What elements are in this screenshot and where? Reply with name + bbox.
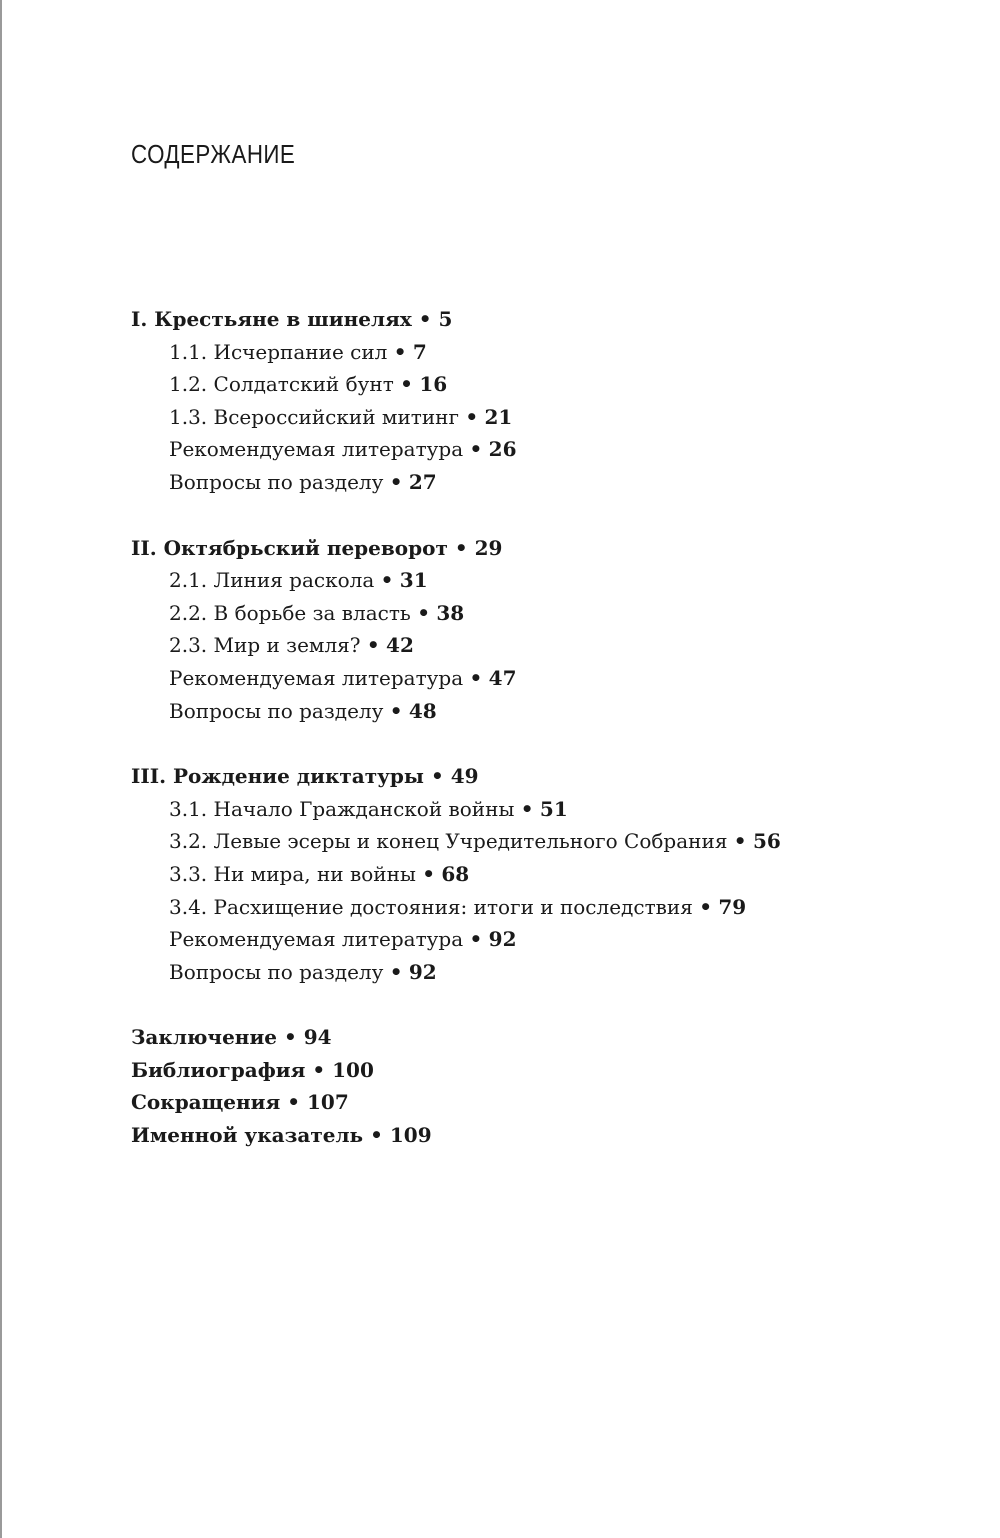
page-number: 5 — [438, 307, 453, 331]
toc-chapter[interactable] — [131, 532, 951, 565]
toc-section-2 — [131, 532, 951, 728]
separator-dot: • — [370, 1123, 383, 1148]
separator-dot: • — [520, 796, 534, 821]
separator-dot: • — [422, 861, 436, 886]
entry-title: Вопросы по разделу — [169, 469, 384, 494]
entry-title: Рекомендуемая литература — [169, 927, 464, 952]
page-number: 68 — [441, 861, 470, 886]
page-number: 7 — [412, 339, 427, 364]
page-number: 31 — [399, 568, 428, 593]
toc-end-entry[interactable] — [131, 1086, 951, 1119]
entry-title: Библиография — [131, 1057, 306, 1082]
page-number: 27 — [408, 469, 437, 494]
separator-dot: • — [417, 600, 430, 625]
toc-entry[interactable] — [131, 793, 951, 826]
page-number: 56 — [752, 829, 781, 854]
toc-entry[interactable] — [131, 336, 951, 369]
toc-entry[interactable] — [131, 695, 951, 728]
toc-chapter[interactable] — [131, 760, 951, 793]
toc-end-entry[interactable] — [131, 1021, 951, 1054]
entry-title: 3.4. Расхищение достояния: итоги и последствия — [169, 894, 693, 919]
page-number: 21 — [484, 404, 513, 429]
page-number: 48 — [408, 698, 437, 723]
entry-title: Рекомендуемая литература — [169, 665, 464, 690]
page-number: 100 — [332, 1057, 374, 1082]
entry-title: Вопросы по разделу — [169, 698, 384, 723]
page-number: 42 — [386, 633, 414, 658]
page-number: 26 — [488, 437, 517, 462]
toc-chapter[interactable] — [131, 303, 951, 336]
entry-title: 1.2. Солдатский бунт — [169, 372, 394, 397]
toc-section-1 — [131, 303, 951, 499]
separator-dot: • — [469, 927, 483, 952]
chapter-title: II. Октябрьский переворот — [131, 535, 448, 560]
separator-dot: • — [366, 633, 380, 658]
toc-entry[interactable] — [131, 956, 951, 989]
toc-entry[interactable] — [131, 433, 951, 466]
toc-end-entry[interactable] — [131, 1119, 951, 1152]
separator-dot: • — [283, 1025, 297, 1050]
page-number: 94 — [303, 1025, 332, 1050]
separator-dot: • — [389, 698, 403, 723]
separator-dot: • — [389, 469, 403, 494]
entry-title: 2.1. Линия раскола — [169, 568, 375, 593]
entry-title: 3.1. Начало Гражданской войны — [169, 796, 515, 821]
toc-entry[interactable] — [131, 368, 951, 401]
separator-dot: • — [418, 307, 432, 331]
toc-entry[interactable] — [131, 923, 951, 956]
toc-end-entry[interactable] — [131, 1054, 951, 1087]
page-number: 47 — [488, 665, 517, 690]
entry-title: 1.1. Исчерпание сил — [169, 339, 388, 364]
entry-title: 2.2. В борьбе за власть — [169, 600, 411, 625]
separator-dot: • — [393, 339, 407, 364]
page-number: 92 — [408, 959, 437, 984]
separator-dot: • — [454, 535, 468, 560]
page-number: 92 — [488, 927, 517, 952]
separator-dot: • — [733, 829, 747, 854]
entry-title: 1.3. Всероссийский митинг — [169, 404, 459, 429]
page-number: 38 — [436, 600, 465, 625]
chapter-title: I. Крестьяне в шинелях — [131, 307, 412, 331]
toc-end-matter — [131, 1021, 951, 1151]
toc-entry[interactable] — [131, 858, 951, 891]
entry-title: 2.3. Мир и земля? — [169, 633, 361, 658]
toc-section-3 — [131, 760, 951, 988]
entry-title: Именной указатель — [131, 1123, 364, 1148]
entry-title: Рекомендуемая литература — [169, 437, 464, 462]
page-number: 29 — [474, 535, 503, 560]
separator-dot: • — [287, 1090, 301, 1115]
separator-dot: • — [469, 437, 483, 462]
separator-dot: • — [389, 959, 403, 984]
separator-dot: • — [312, 1057, 326, 1082]
page-number: 49 — [450, 764, 479, 789]
chapter-title: III. Рождение диктатуры — [131, 764, 424, 789]
toc-entry[interactable] — [131, 629, 951, 662]
separator-dot: • — [469, 665, 483, 690]
page-number: 79 — [718, 894, 747, 919]
entry-title: 3.3. Ни мира, ни войны — [169, 861, 416, 886]
entry-title: Вопросы по разделу — [169, 959, 384, 984]
toc-entry[interactable] — [131, 825, 951, 858]
toc-entry[interactable] — [131, 891, 951, 924]
entry-title: Заключение — [131, 1025, 277, 1050]
page-edge — [0, 0, 2, 1538]
table-of-contents — [131, 303, 951, 1185]
page-number: 51 — [539, 796, 568, 821]
separator-dot: • — [699, 894, 712, 919]
entry-title: Сокращения — [131, 1090, 281, 1115]
toc-entry[interactable] — [131, 662, 951, 695]
separator-dot: • — [400, 372, 413, 397]
entry-title: 3.2. Левые эсеры и конец Учредительного Собрания — [169, 829, 728, 854]
toc-entry[interactable] — [131, 597, 951, 630]
toc-entry[interactable] — [131, 466, 951, 499]
toc-entry[interactable] — [131, 564, 951, 597]
separator-dot: • — [380, 568, 394, 593]
separator-dot: • — [430, 764, 444, 789]
toc-entry[interactable] — [131, 401, 951, 434]
page-number: 16 — [419, 372, 448, 397]
page-number: 107 — [307, 1090, 349, 1115]
separator-dot: • — [465, 404, 479, 429]
page-number: 109 — [389, 1123, 432, 1148]
page-title: СОДЕРЖАНИЕ — [131, 139, 296, 169]
